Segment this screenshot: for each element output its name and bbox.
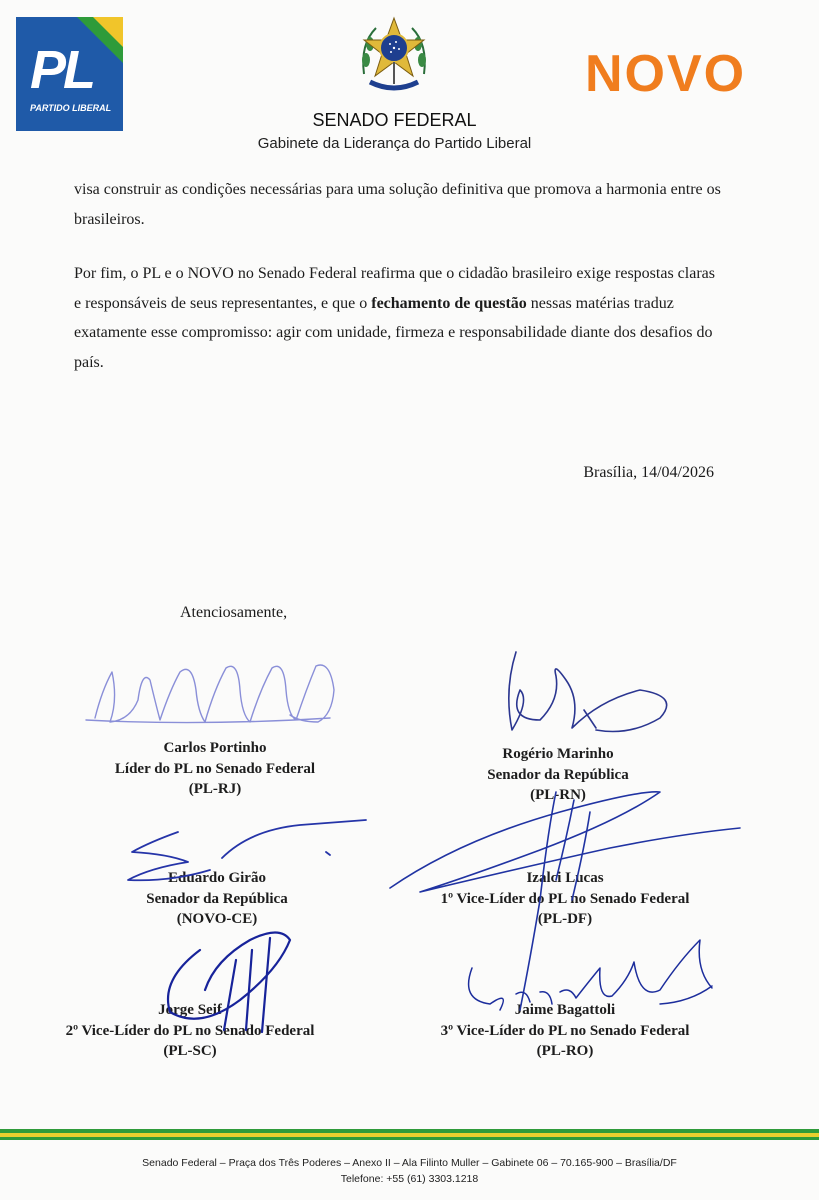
footer-address: Senado Federal – Praça dos Três Poderes – Anexo II – Ala Filinto Muller – Gabinete 06 – 70.165-900 – Brasília/DF xyxy=(142,1157,677,1169)
pl-logo-letters: PL xyxy=(30,40,94,100)
signatory-role: 1º Vice-Líder do PL no Senado Federal xyxy=(440,890,690,907)
footer-phone: Telefone: +55 (61) 3303.1218 xyxy=(340,1173,479,1185)
signatory-role: 2º Vice-Líder do PL no Senado Federal xyxy=(65,1022,315,1039)
signatory-name: Eduardo Girão xyxy=(168,870,266,886)
signatory-party: (PL-DF) xyxy=(537,911,593,927)
paragraph-1: visa construir as condições necessárias para uma solução definitiva que promova a harmonia entre os brasileiros. xyxy=(74,181,721,228)
signatory-block xyxy=(400,1000,730,1062)
footer-stripe-green-lower xyxy=(0,1137,819,1140)
signature-portinho xyxy=(86,665,334,723)
coat-of-arms-icon xyxy=(356,14,432,96)
closing-salutation: Atenciosamente, xyxy=(180,604,288,621)
signatory-block xyxy=(393,744,723,806)
signatory-name: Jaime Bagattoli xyxy=(514,1002,616,1018)
senate-subtitle: Gabinete da Liderança do Partido Liberal xyxy=(257,135,532,152)
document-date: Brasília, 14/04/2026 xyxy=(583,464,714,481)
signatory-name: Izalci Lucas xyxy=(526,870,604,886)
signatory-block xyxy=(50,738,380,800)
signatory-block xyxy=(52,868,382,930)
signatory-block xyxy=(400,868,730,930)
signatory-party: (PL-RJ) xyxy=(188,781,242,797)
signatory-role: Líder do PL no Senado Federal xyxy=(114,760,316,777)
signatory-name: Carlos Portinho xyxy=(163,740,267,756)
paragraph-2-part-1: Por fim, o PL e o NOVO no Senado Federal reafirma que o cidadão brasileiro exige respostas claras e responsáveis de seus representantes, e que o xyxy=(74,265,715,312)
signature-marinho xyxy=(509,652,667,732)
signatory-party: (NOVO-CE) xyxy=(176,911,258,927)
signatory-party: (PL-RN) xyxy=(530,787,586,803)
signatory-block xyxy=(25,1000,355,1062)
signatory-name: Jorge Seif xyxy=(158,1002,222,1018)
signatory-role: Senador da República xyxy=(487,766,629,783)
paragraph-2-part-2: nessas matérias traduz exatamente esse compromisso: agir com unidade, firmeza e responsabilidade diante dos desafios do país. xyxy=(74,294,713,371)
signatory-party: (PL-RO) xyxy=(536,1043,594,1059)
paragraph-2 xyxy=(74,259,724,377)
signatory-role: Senador da República xyxy=(146,890,288,907)
senate-title: SENADO FEDERAL xyxy=(312,110,477,130)
signatory-name: Rogério Marinho xyxy=(502,746,614,762)
pl-logo-name: PARTIDO LIBERAL xyxy=(30,103,112,113)
signatory-party: (PL-SC) xyxy=(163,1043,217,1059)
paragraph-2-bold: fechamento de questão xyxy=(371,294,527,312)
signatory-role: 3º Vice-Líder do PL no Senado Federal xyxy=(440,1022,690,1039)
novo-party-logo: NOVO xyxy=(585,45,747,103)
